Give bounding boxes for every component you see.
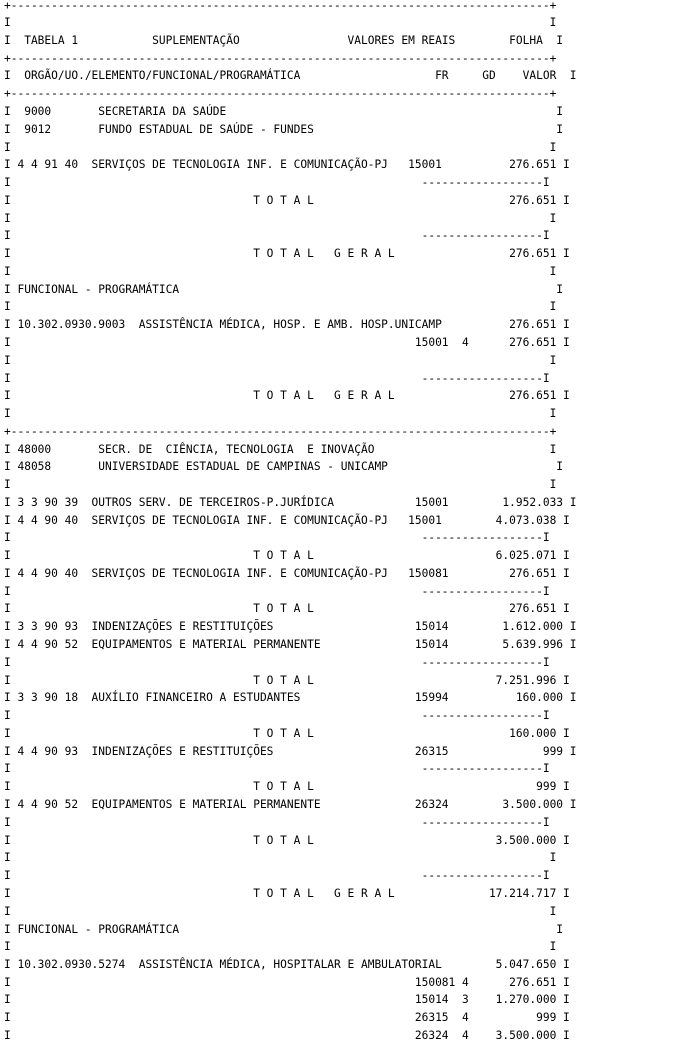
report-item-line: I 4 4 90 93 INDENIZAÇÕES E RESTITUIÇÕES 26315 999 I	[4, 745, 577, 758]
report-total-line: I T O T A L 999 I	[4, 780, 570, 793]
report-line: I I	[4, 478, 557, 491]
report-org-line: I 9000 SECRETARIA DA SAÚDE I	[4, 105, 564, 118]
report-separator: I ------------------I	[4, 762, 550, 775]
report-org-line: I 9012 FUNDO ESTADUAL DE SAÚDE - FUNDES I	[4, 123, 564, 136]
report-grand-total-line: I T O T A L G E R A L 17.214.717 I	[4, 887, 570, 900]
report-item-line: I 3 3 90 93 INDENIZAÇÕES E RESTITUIÇÕES 15014 1.612.000 I	[4, 620, 577, 633]
report-grand-total-line: I T O T A L G E R A L 276.651 I	[4, 247, 570, 260]
report-line: I I	[4, 300, 557, 313]
report-column-header: I ORGÃO/UO./ELEMENTO/FUNCIONAL/PROGRAMÁTICA FR GD VALOR I	[4, 69, 577, 82]
report-line: I I	[4, 16, 557, 29]
report-separator: I ------------------I	[4, 372, 550, 385]
report-item-line: I 26324 4 3.500.000 I	[4, 1029, 570, 1042]
report-line: I I	[4, 354, 557, 367]
report-line: I I	[4, 905, 557, 918]
report-item-line: I 10.302.0930.9003 ASSISTÊNCIA MÉDICA, HOSP. E AMB. HOSP.UNICAMP 276.651 I	[4, 318, 570, 331]
report-item-line: I 4 4 90 52 EQUIPAMENTOS E MATERIAL PERMANENTE 26324 3.500.000 I	[4, 798, 577, 811]
report-item-line: I 3 3 90 39 OUTROS SERV. DE TERCEIROS-P.JURÍDICA 15001 1.952.033 I	[4, 496, 577, 509]
report-separator: I ------------------I	[4, 656, 550, 669]
report-line-border: +--------------------------------------------------------------------------------+	[4, 52, 557, 65]
report-item-line: I 15014 3 1.270.000 I	[4, 993, 570, 1006]
report-total-line: I T O T A L 276.651 I	[4, 602, 570, 615]
report-line: I I	[4, 407, 557, 420]
report-separator: I ------------------I	[4, 176, 550, 189]
report-item-line: I 10.302.0930.5274 ASSISTÊNCIA MÉDICA, HOSPITALAR E AMBULATORIAL 5.047.650 I	[4, 958, 570, 971]
report-total-line: I T O T A L 7.251.996 I	[4, 674, 570, 687]
report-separator: I ------------------I	[4, 229, 550, 242]
report-line-border: +--------------------------------------------------------------------------------+	[4, 87, 557, 100]
report-line: I I	[4, 851, 557, 864]
report-separator: I ------------------I	[4, 869, 550, 882]
report-total-line: I T O T A L 6.025.071 I	[4, 549, 570, 562]
report-line-border: +--------------------------------------------------------------------------------+	[4, 0, 557, 12]
report-line: I I	[4, 265, 557, 278]
report-line-border: +--------------------------------------------------------------------------------+	[4, 425, 557, 438]
report-org-line: I 48000 SECR. DE CIÊNCIA, TECNOLOGIA E INOVAÇÃO I	[4, 443, 557, 456]
report-section-title: I FUNCIONAL - PROGRAMÁTICA I	[4, 923, 564, 936]
report-total-line: I T O T A L 160.000 I	[4, 727, 570, 740]
report-item-line: I 4 4 90 52 EQUIPAMENTOS E MATERIAL PERMANENTE 15014 5.639.996 I	[4, 638, 577, 651]
report-separator: I ------------------I	[4, 709, 550, 722]
report-separator: I ------------------I	[4, 585, 550, 598]
report-item-line: I 4 4 90 40 SERVIÇOS DE TECNOLOGIA INF. E COMUNICAÇÃO-PJ 15001 4.073.038 I	[4, 514, 570, 527]
report-item-line: I 26315 4 999 I	[4, 1011, 570, 1024]
report-item-line: I 4 4 91 40 SERVIÇOS DE TECNOLOGIA INF. E COMUNICAÇÃO-PJ 15001 276.651 I	[4, 158, 570, 171]
report-item-line: I 15001 4 276.651 I	[4, 336, 570, 349]
report-total-line: I T O T A L 276.651 I	[4, 194, 570, 207]
report-header-line: I TABELA 1 SUPLEMENTAÇÃO VALORES EM REAIS FOLHA I	[4, 34, 564, 47]
report-line: I I	[4, 212, 557, 225]
report-line: I I	[4, 141, 557, 154]
report-section-title: I FUNCIONAL - PROGRAMÁTICA I	[4, 283, 564, 296]
report-total-line: I T O T A L 3.500.000 I	[4, 834, 570, 847]
report-item-line: I 3 3 90 18 AUXÍLIO FINANCEIRO A ESTUDANTES 15994 160.000 I	[4, 691, 577, 704]
report-separator: I ------------------I	[4, 816, 550, 829]
report-separator: I ------------------I	[4, 531, 550, 544]
report-org-line: I 48058 UNIVERSIDADE ESTADUAL DE CAMPINAS - UNICAMP I	[4, 460, 564, 473]
report-line: I I	[4, 940, 557, 953]
report-item-line: I 150081 4 276.651 I	[4, 976, 570, 989]
report-item-line: I 4 4 90 40 SERVIÇOS DE TECNOLOGIA INF. E COMUNICAÇÃO-PJ 150081 276.651 I	[4, 567, 570, 580]
report-grand-total-line: I T O T A L G E R A L 276.651 I	[4, 389, 570, 402]
